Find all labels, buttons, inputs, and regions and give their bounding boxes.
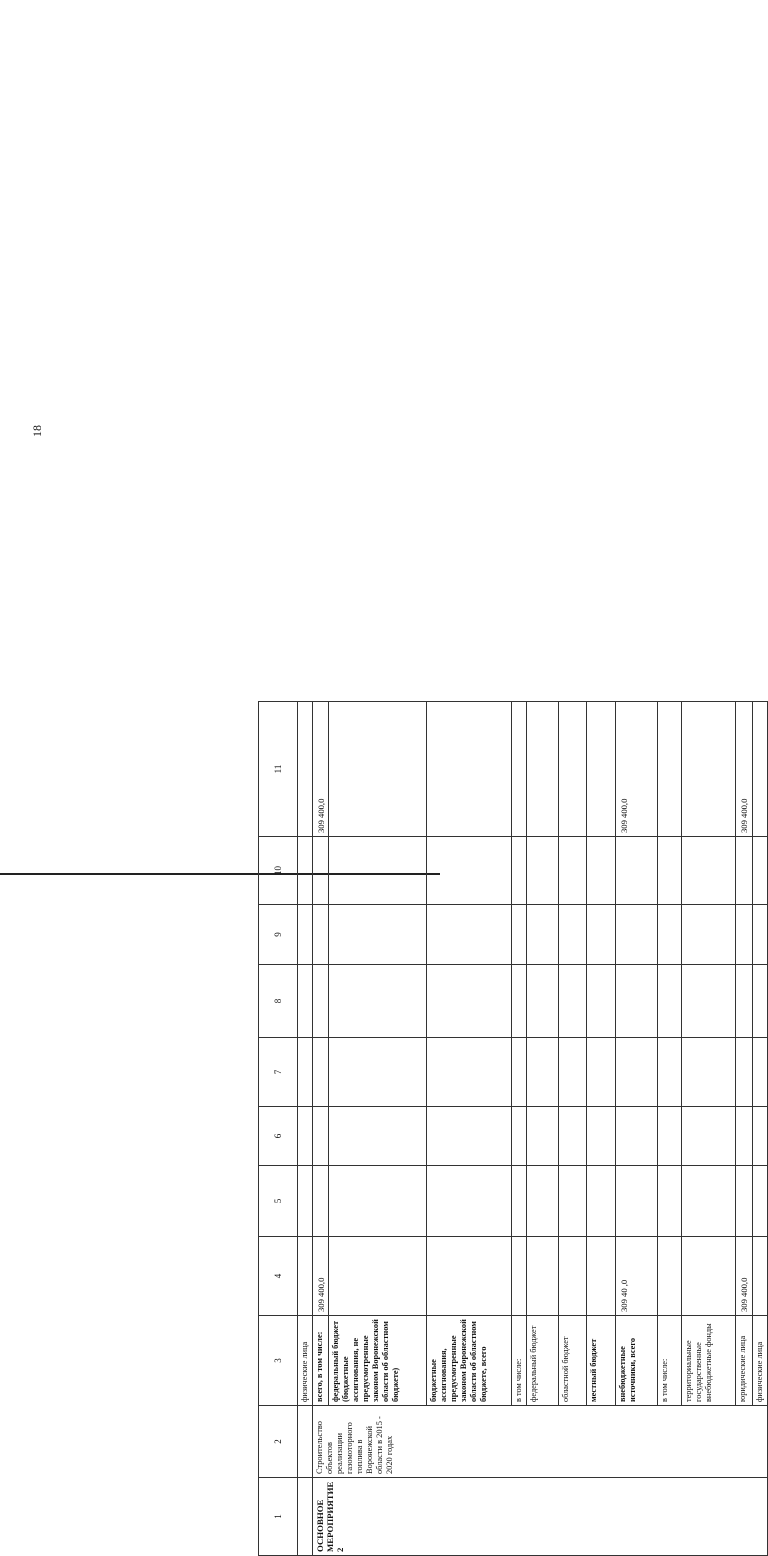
cell-col11 [427,702,512,837]
cell-col11 [511,702,526,837]
cell-col4 [511,1237,526,1316]
cell-col4 [587,1237,616,1316]
cell-col11 [682,702,736,837]
cell-col4 [297,1237,312,1316]
row-label: местный бюджет [587,1316,616,1406]
row-label: юридические лица [736,1316,752,1406]
rotated-table-wrapper [258,702,768,1556]
header-col-7: 7 [259,1038,298,1107]
page-number: 18 [30,425,44,437]
cell-col11 [752,702,767,837]
cell-col11: 309 400,0 [313,702,329,837]
cell-col4: 309 40 ,0 [615,1237,657,1316]
header-col-2: 2 [259,1406,298,1478]
event-name-cell: Строительство объектов реализации газомоторного топлива в Воронежской области в 2015 - 2020 годах [313,1406,768,1478]
cell-col11 [657,702,681,837]
cell-col1 [297,1478,312,1556]
cell-col11 [587,702,616,837]
cell-col11 [558,702,587,837]
budget-table [258,701,768,1556]
header-col-3: 3 [259,1316,298,1406]
row-label: в том числе: [657,1316,681,1406]
header-col-6: 6 [259,1107,298,1166]
row-label: в том числе: [511,1316,526,1406]
header-col-11: 11 [259,702,298,837]
cell-col4 [427,1237,512,1316]
cell-col11 [329,702,427,837]
row-label: внебюджетные источники, всего [615,1316,657,1406]
cell-col4: 309 400,0 [736,1237,752,1316]
table-row [297,702,312,1556]
header-row [259,702,298,1556]
table-row [313,702,329,1556]
cell-col11 [527,702,559,837]
row-label: федеральный бюджет (бюджетные ассигнования, не предусмотренные законом Воронежской области об областном бюджете) [329,1316,427,1406]
cell-col11 [297,702,312,837]
row-label: бюджетные ассигнования, предусмотренные законом Воронежской области об областном бюджете, всего [427,1316,512,1406]
header-col-10: 10 [259,837,298,905]
header-col-9: 9 [259,905,298,965]
cell-col4 [558,1237,587,1316]
cell-col4: 309 400,0 [313,1237,329,1316]
event-title-cell: ОСНОВНОЕ МЕРОПРИЯТИЕ 2 [313,1478,768,1556]
row-label: территориальные государственные внебюджетные фонды [682,1316,736,1406]
cell-col4 [329,1237,427,1316]
cell-col4 [657,1237,681,1316]
header-col-4: 4 [259,1237,298,1316]
header-col-8: 8 [259,965,298,1038]
cell-col11: 309 400,0 [615,702,657,837]
row-label: физические лица [297,1316,312,1406]
row-label: физические лица [752,1316,767,1406]
row-label: областной бюджет [558,1316,587,1406]
header-col-1: 1 [259,1478,298,1556]
cell-col4 [682,1237,736,1316]
cell-col4 [752,1237,767,1316]
header-col-5: 5 [259,1166,298,1237]
row-label: федеральный бюджет [527,1316,559,1406]
cell-col4 [527,1237,559,1316]
row-label: всего, в том числе: [313,1316,329,1406]
cell-col2 [297,1406,312,1478]
cell-col11: 309 400,0 [736,702,752,837]
